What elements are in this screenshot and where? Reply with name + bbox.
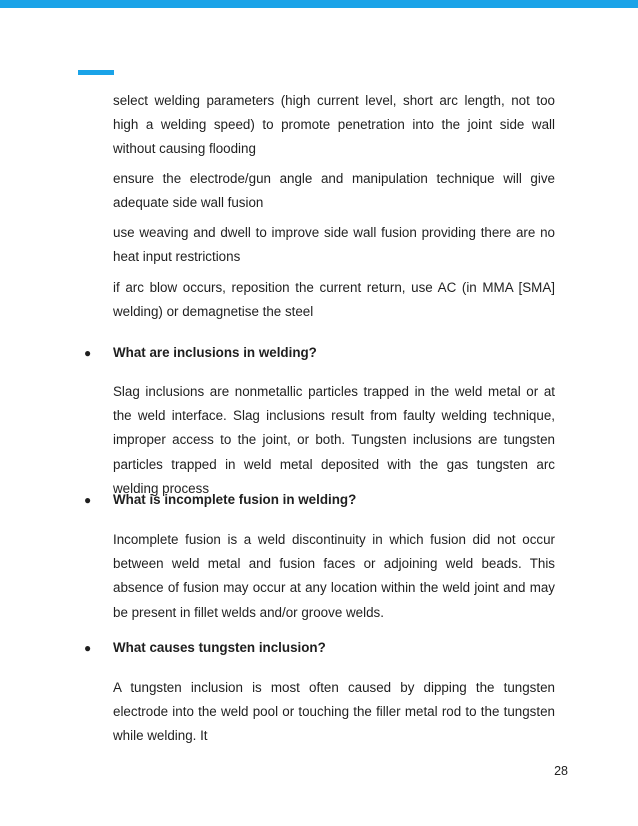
question-text: What causes tungsten inclusion? bbox=[113, 640, 326, 655]
page-number: 28 bbox=[554, 764, 568, 778]
paragraph-arc-blow: if arc blow occurs, reposition the current return, use AC (in MMA [SMA] welding) or demagnetise the steel bbox=[113, 280, 555, 320]
answer-tungsten-inclusion: A tungsten inclusion is most often caused by dipping the tungsten electrode into the weld pool or touching the filler metal rod to the tungsten while welding. It bbox=[113, 680, 555, 744]
question-text: What is incomplete fusion in welding? bbox=[113, 492, 357, 507]
question-text: What are inclusions in welding? bbox=[113, 345, 317, 360]
paragraph-weaving-dwell: use weaving and dwell to improve side wall fusion providing there are no heat input restrictions bbox=[113, 225, 555, 265]
header-band bbox=[0, 0, 638, 8]
bullet-icon: ● bbox=[84, 346, 92, 360]
bullet-icon: ● bbox=[84, 493, 92, 507]
paragraph-welding-parameters: select welding parameters (high current level, short arc length, not too high a welding speed) to promote penetration into the joint side wall without causing flooding bbox=[113, 93, 555, 157]
paragraph-electrode-angle: ensure the electrode/gun angle and manipulation technique will give adequate side wall fusion bbox=[113, 171, 555, 211]
answer-inclusions: Slag inclusions are nonmetallic particles trapped in the weld metal or at the weld interface. Slag inclusions result from faulty welding technique, improper access to the joint, or both. Tungsten inclusions are tungsten particles trapped in weld metal deposited with the gas tungsten arc welding process bbox=[113, 384, 555, 496]
answer-incomplete-fusion: Incomplete fusion is a weld discontinuity in which fusion did not occur between weld metal and fusion faces or adjoining weld beads. This absence of fusion may occur at any location within the weld joint and may be present in fillet welds and/or groove welds. bbox=[113, 532, 555, 620]
bullet-icon: ● bbox=[84, 641, 92, 655]
accent-bar bbox=[78, 70, 114, 75]
